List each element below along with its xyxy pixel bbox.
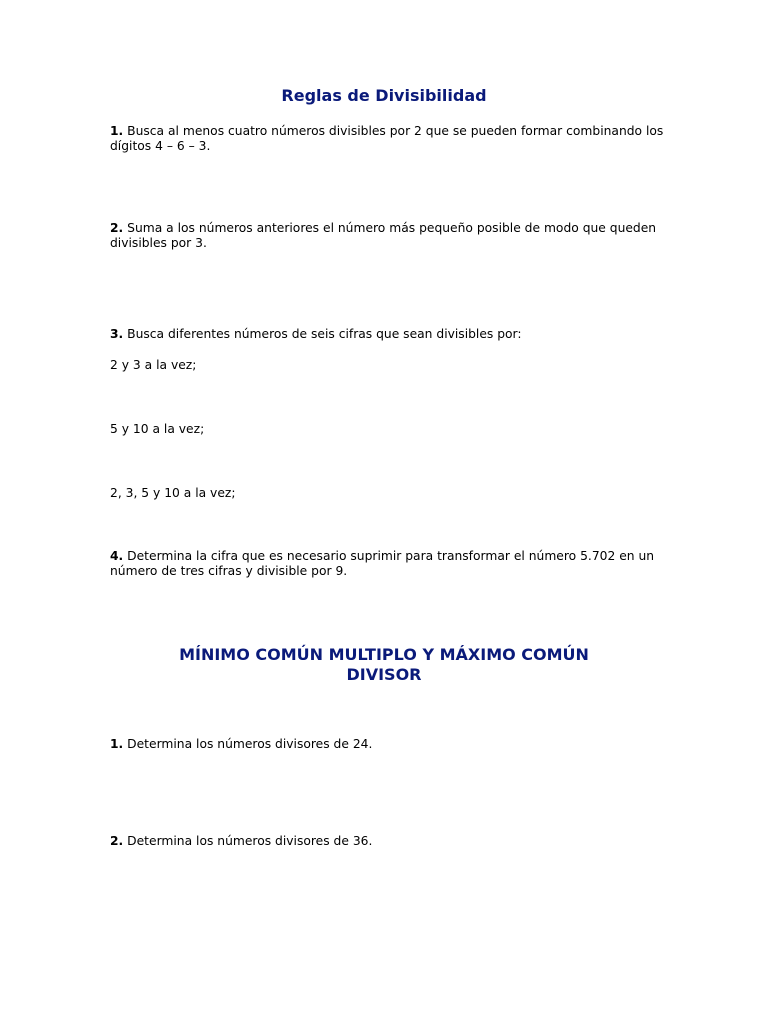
mcm-question-2 <box>110 834 670 849</box>
question-4 <box>110 549 670 579</box>
mcm-question-1 <box>110 737 670 752</box>
question-text: Determina la cifra que es necesario suprimir para transformar el número 5.702 en un número de tres cifras y divisible por 9. <box>110 549 655 578</box>
question-1 <box>110 124 670 154</box>
question-text: Determina los números divisores de 24. <box>123 737 373 751</box>
question-number: 2. <box>110 221 124 235</box>
question-3-item-a: 2 y 3 a la vez; <box>110 358 197 372</box>
question-number: 4. <box>110 549 124 563</box>
question-number: 1. <box>110 737 124 751</box>
question-2 <box>110 221 670 251</box>
section-title-mcm-mcd: MÍNIMO COMÚN MULTIPLO Y MÁXIMO COMÚN DIVISOR <box>179 645 589 684</box>
question-3-item-b: 5 y 10 a la vez; <box>110 422 205 436</box>
question-3-item-c: 2, 3, 5 y 10 a la vez; <box>110 486 236 500</box>
question-number: 2. <box>110 834 124 848</box>
question-number: 1. <box>110 124 124 138</box>
question-3 <box>110 327 670 342</box>
question-text: Busca al menos cuatro números divisibles por 2 que se pueden formar combinando los dígitos 4 – 6 – 3. <box>110 124 664 153</box>
question-number: 3. <box>110 327 124 341</box>
question-text: Determina los números divisores de 36. <box>123 834 373 848</box>
section-title-divisibility: Reglas de Divisibilidad <box>281 86 487 105</box>
question-text: Busca diferentes números de seis cifras que sean divisibles por: <box>123 327 522 341</box>
question-text: Suma a los números anteriores el número más pequeño posible de modo que queden divisibles por 3. <box>110 221 657 250</box>
